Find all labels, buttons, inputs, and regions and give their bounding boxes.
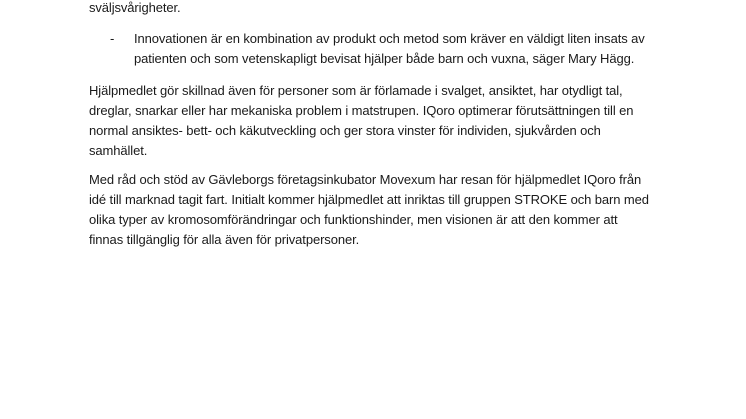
text-line: dreglar, snarkar eller har mekaniska problem i matstrupen. IQoro optimerar förutsättningen till en — [89, 103, 634, 118]
paragraph-conditions — [89, 81, 669, 161]
bullet-marker: - — [110, 31, 115, 46]
text-line: patienten och som vetenskapligt bevisat hjälper både barn och vuxna, säger Mary Hägg. — [134, 51, 635, 66]
text-line: Innovationen är en kombination av produkt och metod som kräver en väldigt liten insats av — [134, 31, 645, 46]
bullet-item-quote — [134, 29, 674, 69]
text-line: Med råd och stöd av Gävleborgs företagsinkubator Movexum har resan för hjälpmedlet IQoro från — [89, 172, 642, 187]
text-line: samhället. — [89, 143, 148, 158]
text-line: finnas tillgänglig för alla även för privatpersoner. — [89, 232, 360, 247]
text-line: sväljsvårigheter. — [89, 0, 181, 15]
text-line: olika typer av kromosomförändringar och funktionshinder, men visionen är att den kommer att — [89, 212, 618, 227]
text-line: Hjälpmedlet gör skillnad även för personer som är förlamade i svalget, ansiktet, har otydligt tal, — [89, 83, 623, 98]
text-line: idé till marknad tagit fart. Initialt kommer hjälpmedlet att inriktas till gruppen STROKE och barn med — [89, 192, 649, 207]
text-line: normal ansiktes- bett- och käkutveckling och ger stora vinster för individen, sjukvården och — [89, 123, 601, 138]
paragraph-fragment — [89, 0, 669, 18]
paragraph-movexum — [89, 170, 669, 250]
